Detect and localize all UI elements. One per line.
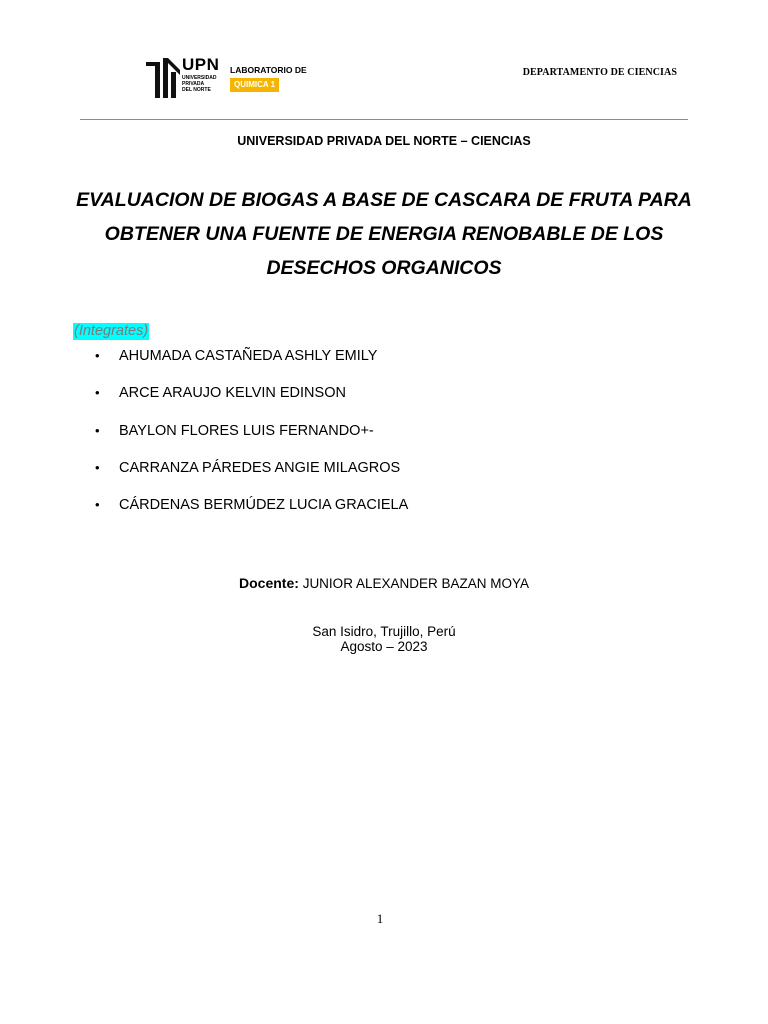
location: San Isidro, Trujillo, Perú <box>312 624 456 639</box>
upn-logo <box>146 56 306 100</box>
logo-lab-text: LABORATORIO DE <box>230 65 307 75</box>
upn-torch-icon <box>146 58 180 98</box>
member-name: CÁRDENAS BERMÚDEZ LUCIA GRACIELA <box>119 497 409 514</box>
docente-label: Docente: <box>239 575 299 591</box>
department-name: DEPARTAMENTO DE CIENCIAS <box>522 67 677 78</box>
member-name: AHUMADA CASTAÑEDA ASHLY EMILY <box>119 348 378 364</box>
logo-badge: QUIMICA 1 <box>230 78 279 92</box>
logo-subline: UNIVERSIDAD <box>182 75 217 81</box>
logo-subline: PRIVADA <box>182 81 205 87</box>
university-line: UNIVERSIDAD PRIVADA DEL NORTE – CIENCIAS <box>237 134 531 148</box>
docente-name: JUNIOR ALEXANDER BAZAN MOYA <box>302 576 529 591</box>
header-divider <box>80 119 688 120</box>
page-number: 1 <box>376 911 384 926</box>
docente-line <box>0 575 768 591</box>
bullet: • <box>95 385 100 401</box>
member-name: BAYLON FLORES LUIS FERNANDO+- <box>119 422 374 439</box>
location-block <box>0 624 768 654</box>
logo-brand: UPN <box>182 55 220 74</box>
bullet: • <box>95 422 100 438</box>
bullet: • <box>95 348 100 363</box>
member-name: ARCE ARAUJO KELVIN EDINSON <box>119 385 346 402</box>
date: Agosto – 2023 <box>340 639 428 654</box>
bullet: • <box>95 459 100 475</box>
bullet: • <box>95 497 100 513</box>
page-header <box>0 0 768 120</box>
document-title: EVALUACION DE BIOGAS A BASE DE CASCARA DE FRUTA PARA OBTENER UNA FUENTE DE ENERGIA RENOBABLE DE LOS DESECHOS ORGANICOS <box>76 189 692 279</box>
members-label: (Integrates) <box>74 323 149 339</box>
logo-subline: DEL NORTE <box>182 87 211 93</box>
member-name: CARRANZA PÁREDES ANGIE MILAGROS <box>119 459 401 476</box>
